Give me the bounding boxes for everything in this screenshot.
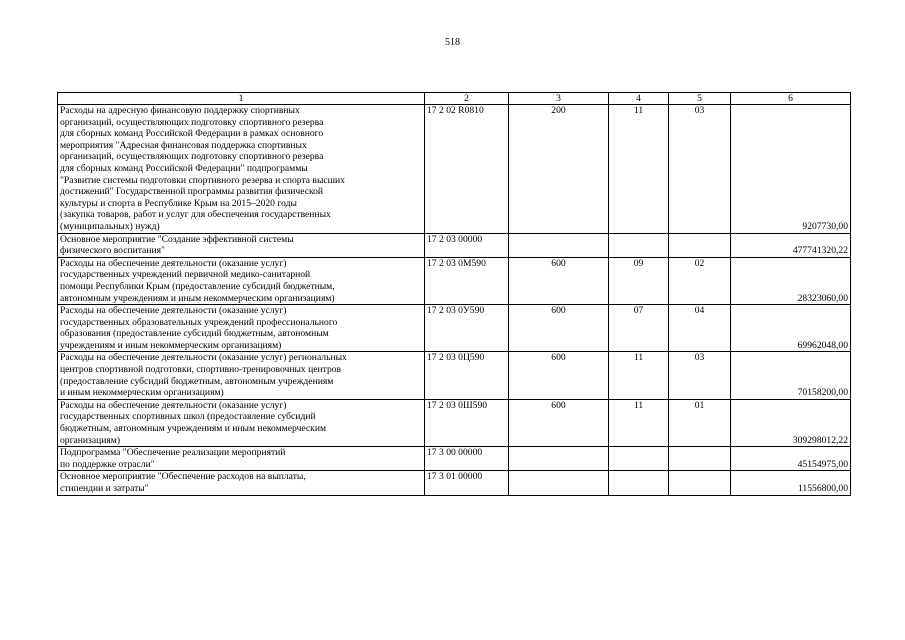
description-line: Основное мероприятие "Создание эффективной системы [60,233,294,245]
description-line: государственных учреждений первичной медико-санитарной [60,269,311,281]
description-line: (закупка товаров, работ и услуг для обеспечения государственных [60,209,331,221]
table-row [58,233,851,257]
description-line: образования (предоставление субсидий бюджетным, автономным [60,328,329,340]
section-cell: 11 [609,352,669,399]
description-cell [58,257,425,304]
expense-type-cell [509,233,609,257]
table-row [58,352,851,399]
description-line: организациям) [60,434,121,446]
subsection-cell [669,471,731,495]
section-cell [609,471,669,495]
description-line: по поддержке отрасли" [60,458,155,470]
description-cell [58,352,425,399]
description-line: учреждениям и иным некоммерческим организациям) [60,339,282,351]
table-row [58,105,851,234]
description-line: организаций, осуществляющих подготовку спортивного резерва [60,116,324,128]
description-cell [58,447,425,471]
description-line: физического воспитания" [60,245,165,257]
description-cell [58,305,425,352]
expense-type-cell: 600 [509,305,609,352]
table-row [58,447,851,471]
description-line: культуры и спорта в Республике Крым на 2015–2020 годы [60,197,297,209]
table-row [58,399,851,446]
description-line: бюджетным, автономным учреждениям и иным некоммерческим [60,423,327,435]
target-article-code-cell: 17 2 03 0М590 [425,257,509,304]
description-line: Расходы на адресную финансовую поддержку спортивных [60,105,300,116]
description-line: Основное мероприятие "Обеспечение расходов на выплаты, [60,471,306,483]
expense-type-cell: 200 [509,105,609,234]
description-line: мероприятия "Адресная финансовая поддержка спортивных [60,139,307,151]
budget-table [57,92,851,496]
subsection-cell: 03 [669,352,731,399]
description-line: для сборных команд Российской Федерации" подпрограммы [60,162,308,174]
amount-cell: 477741320,22 [731,233,851,257]
column-header: 5 [669,93,731,105]
description-line: автономным учреждениям и иным некоммерческим организациям) [60,292,335,304]
description-cell [58,471,425,495]
description-line: и иным некоммерческим организациям) [60,387,224,399]
expense-type-cell [509,447,609,471]
section-cell: 09 [609,257,669,304]
description-line: Подпрограмма "Обеспечение реализации мероприятий [60,447,286,459]
target-article-code-cell: 17 2 03 0Ц590 [425,352,509,399]
description-line: "Развитие системы подготовки спортивного резерва и спорта высших [60,174,345,186]
subsection-cell: 04 [669,305,731,352]
target-article-code-cell: 17 2 03 0У590 [425,305,509,352]
header-row [58,93,851,105]
amount-cell: 11556800,00 [731,471,851,495]
expense-type-cell: 600 [509,399,609,446]
description-line: Расходы на обеспечение деятельности (оказание услуг) [60,399,287,411]
description-line: достижений" Государственной программы развития физической [60,186,324,198]
target-article-code-cell: 17 3 01 00000 [425,471,509,495]
description-line: Расходы на обеспечение деятельности (оказание услуг) [60,257,287,269]
amount-cell: 9207730,00 [731,105,851,234]
target-article-code-cell: 17 3 00 00000 [425,447,509,471]
section-cell: 11 [609,399,669,446]
target-article-code-cell: 17 2 03 00000 [425,233,509,257]
amount-cell: 70158200,00 [731,352,851,399]
description-line: стипендии и затраты" [60,483,149,494]
expense-type-cell: 600 [509,352,609,399]
description-line: центров спортивной подготовки, спортивно-тренировочных центров [60,364,342,376]
description-line: государственных спортивных школ (предоставление субсидий [60,411,316,423]
subsection-cell: 03 [669,105,731,234]
section-cell [609,233,669,257]
amount-cell: 69962048,00 [731,305,851,352]
description-cell [58,105,425,234]
description-line: Расходы на обеспечение деятельности (оказание услуг) региональных [60,352,347,364]
section-cell: 07 [609,305,669,352]
column-header: 2 [425,93,509,105]
table-row [58,471,851,495]
subsection-cell [669,447,731,471]
expense-type-cell: 600 [509,257,609,304]
expense-type-cell [509,471,609,495]
column-header: 3 [509,93,609,105]
description-line: Расходы на обеспечение деятельности (оказание услуг) [60,305,287,317]
description-line: для сборных команд Российской Федерации в рамках основного [60,128,324,140]
description-cell [58,233,425,257]
description-line: государственных образовательных учреждений профессионального [60,316,338,328]
amount-cell: 309298012,22 [731,399,851,446]
target-article-code-cell: 17 2 03 0Ш590 [425,399,509,446]
page-number: 518 [445,37,460,48]
description-line: (муниципальных) нужд) [60,220,160,232]
section-cell [609,447,669,471]
description-line: (предоставление субсидий бюджетным, автономным учреждениям [60,375,334,387]
description-cell [58,399,425,446]
amount-cell: 45154975,00 [731,447,851,471]
subsection-cell [669,233,731,257]
table-row [58,257,851,304]
section-cell: 11 [609,105,669,234]
column-header: 4 [609,93,669,105]
table-row [58,305,851,352]
subsection-cell: 02 [669,257,731,304]
column-header: 1 [58,93,425,105]
description-line: помощи Республики Крым (предоставление субсидий бюджетным, [60,280,335,292]
description-line: организаций, осуществляющих подготовку спортивного резерва [60,151,324,163]
target-article-code-cell: 17 2 02 R0810 [425,105,509,234]
subsection-cell: 01 [669,399,731,446]
amount-cell: 28323060,00 [731,257,851,304]
column-header: 6 [731,93,851,105]
